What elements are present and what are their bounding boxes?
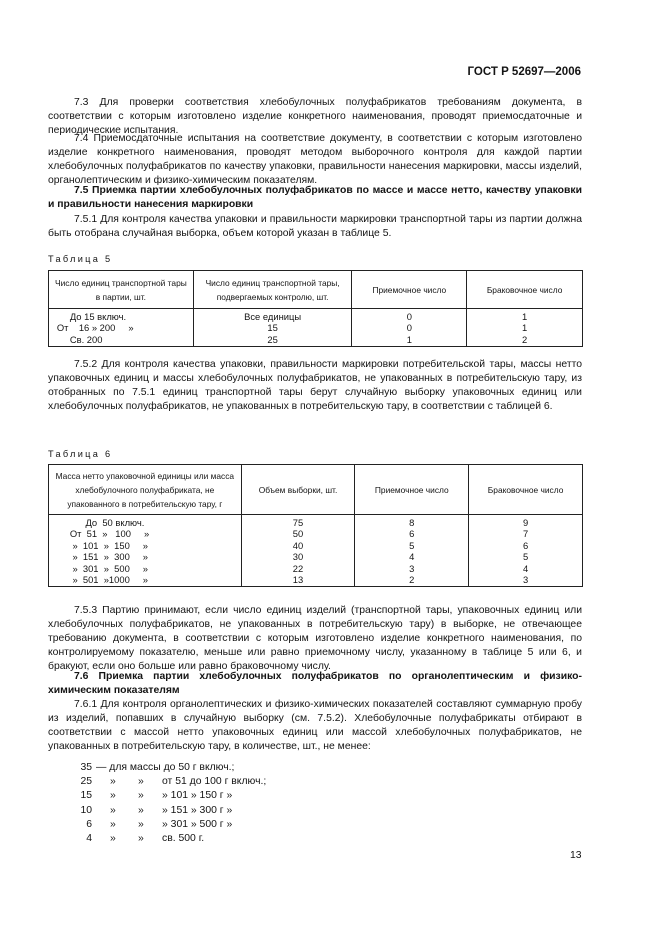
mass-range: » 301 » 500 г » (162, 818, 233, 830)
ditto-mark: » (110, 790, 116, 802)
table-cell: » 501 »1000 » (49, 574, 242, 587)
table-cell: » 101 » 150 » (49, 540, 242, 551)
table-cell: 5 (469, 551, 583, 562)
table-6-header: Объем выборки, шт. (241, 465, 355, 515)
table-cell: 1 (352, 334, 467, 347)
table-cell: Св. 200 (49, 334, 194, 347)
table-row (49, 309, 583, 323)
table-cell: 0 (352, 322, 467, 333)
table-cell: От 51 » 100 » (49, 528, 242, 539)
table-cell: 2 (467, 334, 583, 347)
table-cell: 13 (241, 574, 355, 587)
ditto-mark: » (138, 818, 144, 830)
quantity-value: 35 (80, 762, 92, 773)
table-cell: » 301 » 500 » (49, 563, 242, 574)
table-cell: 75 (241, 515, 355, 529)
paragraph-7-5-1: 7.5.1 Для контроля качества упаковки и правильности маркировки транспортной тары из партии должна быть отобрана случайная выборка, объем которой указан в таблице 5. (48, 214, 582, 240)
ditto-mark: » (138, 790, 144, 802)
ditto-mark: » (110, 818, 116, 830)
ditto-mark: » (110, 832, 116, 844)
table-cell: Все единицы (193, 309, 352, 323)
table-cell: 22 (241, 563, 355, 574)
table-cell: 0 (352, 309, 467, 323)
table-cell: 3 (355, 563, 469, 574)
mass-range: от 51 до 100 г включ.; (162, 776, 267, 788)
ditto-mark: » (138, 804, 144, 816)
table-5-header: Приемочное число (352, 271, 467, 309)
table-cell: 4 (355, 551, 469, 562)
table-5-header: Браковочное число (467, 271, 583, 309)
ditto-mark: » (110, 776, 116, 788)
table-row (49, 528, 583, 539)
quantity-text: — для массы до 50 г включ.; (96, 762, 235, 773)
table-row (49, 551, 583, 562)
page-number: 13 (570, 850, 582, 861)
quantity-value: 6 (86, 818, 92, 830)
table-5-header: Число единиц транспортной тары в партии, шт. (49, 271, 194, 309)
table-cell: 1 (467, 309, 583, 323)
table-cell: 30 (241, 551, 355, 562)
table-cell: До 15 включ. (49, 309, 194, 323)
table-cell: 3 (469, 574, 583, 587)
table-row (49, 515, 583, 529)
ditto-mark: » (138, 776, 144, 788)
table-5 (48, 270, 583, 347)
table-cell: 6 (355, 528, 469, 539)
table-row (49, 563, 583, 574)
mass-range: » 151 » 300 г » (162, 804, 233, 816)
ditto-mark: » (110, 804, 116, 816)
table-6-caption: Таблица 6 (48, 449, 113, 459)
quantity-value: 10 (80, 804, 92, 816)
paragraph-7-3: 7.3 Для проверки соответствия хлебобулочных полуфабрикатов требованиям документа, в соответствии с которым изготовлено изделие конкретного наименования, проводят приемосдаточные и периодические испытания. (48, 97, 582, 137)
table-row (49, 322, 583, 333)
table-cell: 50 (241, 528, 355, 539)
section-heading-7-5: 7.5 Приемка партии хлебобулочных полуфабрикатов по массе и массе нетто, качеству упаковки и правильности нанесения маркировки (48, 185, 582, 211)
table-6-header: Приемочное число (355, 465, 469, 515)
table-cell: 8 (355, 515, 469, 529)
table-cell: 7 (469, 528, 583, 539)
table-row (49, 540, 583, 551)
quantity-value: 15 (80, 790, 92, 802)
table-6-header: Браковочное число (469, 465, 583, 515)
table-cell: До 50 включ. (49, 515, 242, 529)
table-cell: 15 (193, 322, 352, 333)
table-cell: 5 (355, 540, 469, 551)
section-heading-7-6: 7.6 Приемка партии хлебобулочных полуфабрикатов по органолептическим и физико-химическим показателям (48, 671, 582, 697)
table-cell: » 151 » 300 » (49, 551, 242, 562)
table-5-header: Число единиц транспортной тары, подвергаемых контролю, шт. (193, 271, 352, 309)
table-cell: 1 (467, 322, 583, 333)
table-6 (48, 464, 583, 587)
paragraph-7-4: 7.4 Приемосдаточные испытания на соответствие документу, в соответствии с которым изготовлено изделие конкретного наименования, проводят методом выборочного контроля для каждой партии хлебобулочных полуфабрикатов по качеству упаковки, правильности нанесения маркировки, массы изделий, органолептическим и физико-химическим показателям. (48, 133, 582, 187)
table-cell: 40 (241, 540, 355, 551)
mass-range: св. 500 г. (162, 832, 205, 844)
mass-range: » 101 » 150 г » (162, 790, 233, 802)
table-cell: 9 (469, 515, 583, 529)
table-cell: 4 (469, 563, 583, 574)
table-cell: 6 (469, 540, 583, 551)
table-5-caption: Таблица 5 (48, 254, 113, 264)
table-cell: 2 (355, 574, 469, 587)
table-cell: 25 (193, 334, 352, 347)
table-6-header: Масса нетто упаковочной единицы или масса хлебобулочного полуфабриката, не упакованного в потребительскую тару, г (49, 465, 242, 515)
table-row (49, 334, 583, 347)
ditto-mark: » (138, 832, 144, 844)
paragraph-7-6-1: 7.6.1 Для контроля органолептических и физико-химических показателей составляют суммарную пробу из изделий, попавших в случайную выборку (см. 7.5.2). Хлебобулочные полуфабрикаты отбирают в соответствии с массой нетто упаковочных единиц или массой хлебобулочных полуфабрикатов, не упакованных в потребительскую тару, в количестве, шт., не менее: (48, 699, 582, 753)
quantity-value: 25 (80, 776, 92, 788)
table-cell: От 16 » 200 » (49, 322, 194, 333)
table-row (49, 574, 583, 587)
quantity-value: 4 (86, 832, 92, 844)
document-code: ГОСТ Р 52697—2006 (467, 66, 581, 78)
paragraph-7-5-2: 7.5.2 Для контроля качества упаковки, правильности маркировки потребительской тары, массы нетто упаковочных единиц и массы хлебобулочных полуфабрикатов, не упакованных в потребительскую тару, из отобранных по 7.5.1 единиц транспортной тары берут случайную выборку упаковочных единиц или хлебобулочных полуфабрикатов, не упакованных в потребительскую тару, в соответствии с таблицей 6. (48, 359, 582, 413)
paragraph-7-5-3: 7.5.3 Партию принимают, если число единиц изделий (транспортной тары, упаковочных единиц или хлебобулочных полуфабрикатов, не упакованных в потребительскую тару) в выборке, не отвечающее требованию документа, в соответствии с которым изготовлено изделие конкретного наименования, по контролируемому показателю, меньше или равно приемочному числу, указанному в таблице 5 или 6, и бракуют, если оно больше или равно браковочному числу. (48, 605, 582, 673)
